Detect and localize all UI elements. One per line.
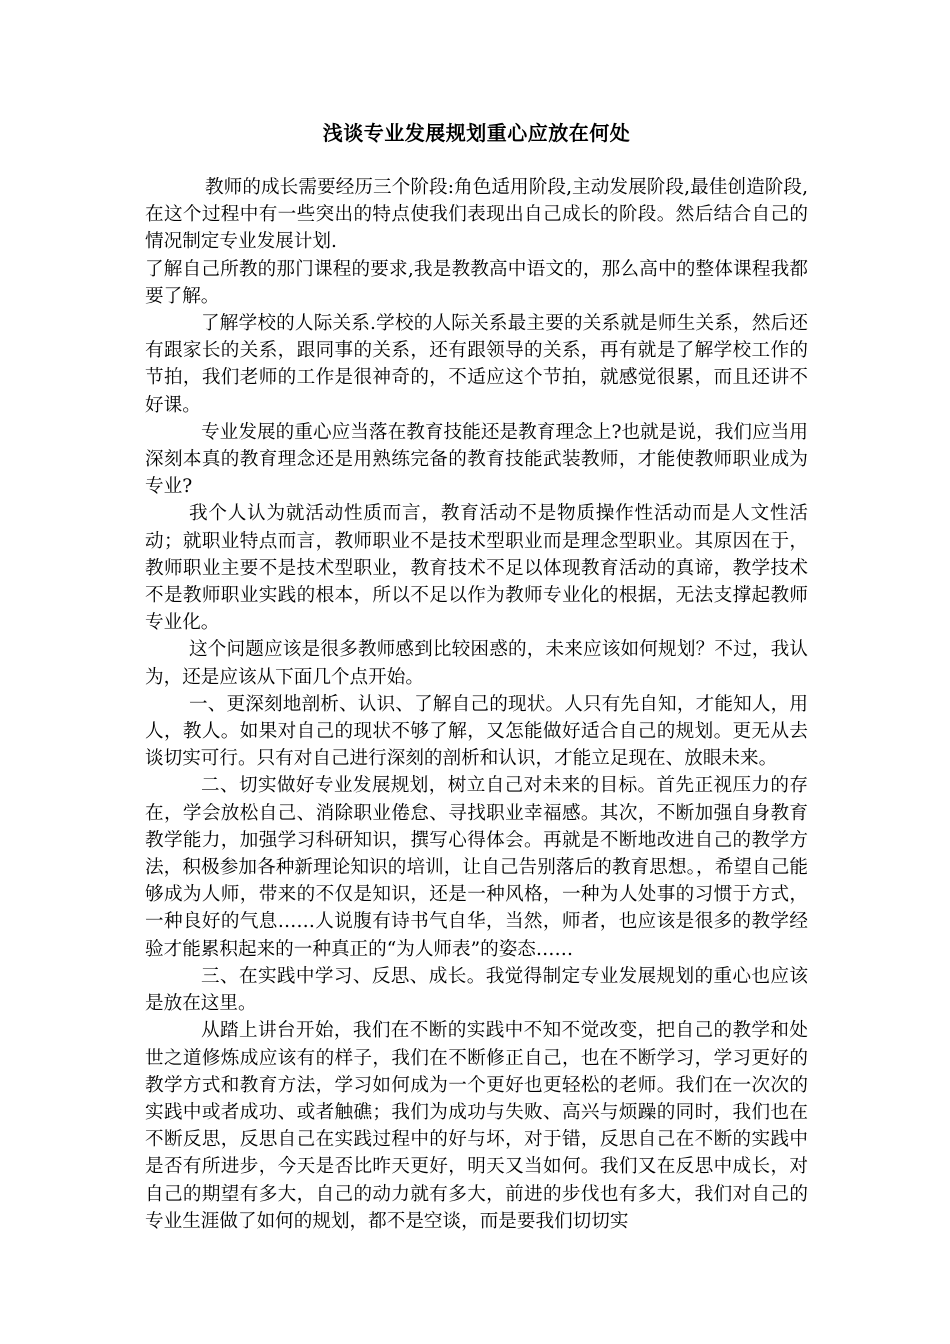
- paragraph-6: 这个问题应该是很多教师感到比较困惑的，未来应该如何规划？不过，我认为，还是应该从下面几个点开始。: [145, 639, 808, 688]
- paragraph-4: 专业发展的重心应当落在教育技能还是教育理念上?也就是说，我们应当用深刻本真的教育理念还是用熟练完备的教育技能武装教师，才能使教师职业成为专业?: [145, 421, 808, 498]
- paragraph-2: 了解自己所教的那门课程的要求,我是教教高中语文的，那么高中的整体课程我都要了解。: [145, 258, 808, 307]
- paragraph-1: 教师的成长需要经历三个阶段:角色适用阶段,主动发展阶段,最佳创造阶段,在这个过程中有一些突出的特点使我们表现出自己成长的阶段。然后结合自己的情况制定专业发展计划.: [145, 177, 808, 253]
- paragraph-5: 我个人认为就活动性质而言，教育活动不是物质操作性活动而是人文性活动；就职业特点而言，教师职业不是技术型职业而是理念型职业。其原因在于，教师职业主要不是技术型职业，教育技术不足以体现教育活动的真谛，教学技术不是教师职业实践的根本，所以不足以作为教师专业化的根据，无法支撑起教师专业化。: [145, 503, 808, 634]
- paragraph-8: 二、切实做好专业发展规划，树立自己对未来的目标。首先正视压力的存在，学会放松自己、消除职业倦怠、寻找职业幸福感。其次，不断加强自身教育教学能力，加强学习科研知识，撰写心得体会。再就是不断地改进自己的教学方法，积极参加各种新理论知识的培训，让自己告别落后的教育思想。，希望自己能够成为人师，带来的不仅是知识，还是一种风格，一种为人处事的习惯于方式，一种良好的气息……人说腹有诗书气自华，当然，师者，也应该是很多的教学经验才能累积起来的一种真正的“为人师表”的姿态……: [145, 775, 808, 960]
- paragraph-7: 一、更深刻地剖析、认识、了解自己的现状。人只有先自知，才能知人，用人，教人。如果对自己的现状不够了解，又怎能做好适合自己的规划。更无从去谈切实可行。只有对自己进行深刻的剖析和认识，才能立足现在、放眼未来。: [145, 693, 808, 770]
- paragraph-9: 三、在实践中学习、反思、成长。我觉得制定专业发展规划的重心也应该是放在这里。: [145, 965, 808, 1015]
- paragraph-3: 了解学校的人际关系.学校的人际关系最主要的关系就是师生关系，然后还有跟家长的关系，跟同事的关系，还有跟领导的关系，再有就是了解学校工作的节拍，我们老师的工作是很神奇的，不适应这个节拍，就感觉很累，而且还讲不好课。: [145, 313, 808, 416]
- paragraph-10: 从踏上讲台开始，我们在不断的实践中不知不觉改变，把自己的教学和处世之道修炼成应该有的样子，我们在不断修正自己，也在不断学习，学习更好的教学方式和教育方法，学习如何成为一个更好也更轻松的老师。我们在一次次的实践中或者成功、或者触礁；我们为成功与失败、高兴与烦躁的同时，我们也在不断反思，反思自己在实践过程中的好与坏，对于错，反思自己在不断的实践中是否有所进步，今天是否比昨天更好，明天又当如何。我们又在反思中成长，对自己的期望有多大，自己的动力就有多大，前进的步伐也有多大，我们对自己的专业生涯做了如何的规划，都不是空谈，而是要我们切切实: [145, 1020, 808, 1232]
- document-title: 浅谈专业发展规划重心应放在何处: [322, 121, 631, 145]
- document-page: [145, 118, 808, 1235]
